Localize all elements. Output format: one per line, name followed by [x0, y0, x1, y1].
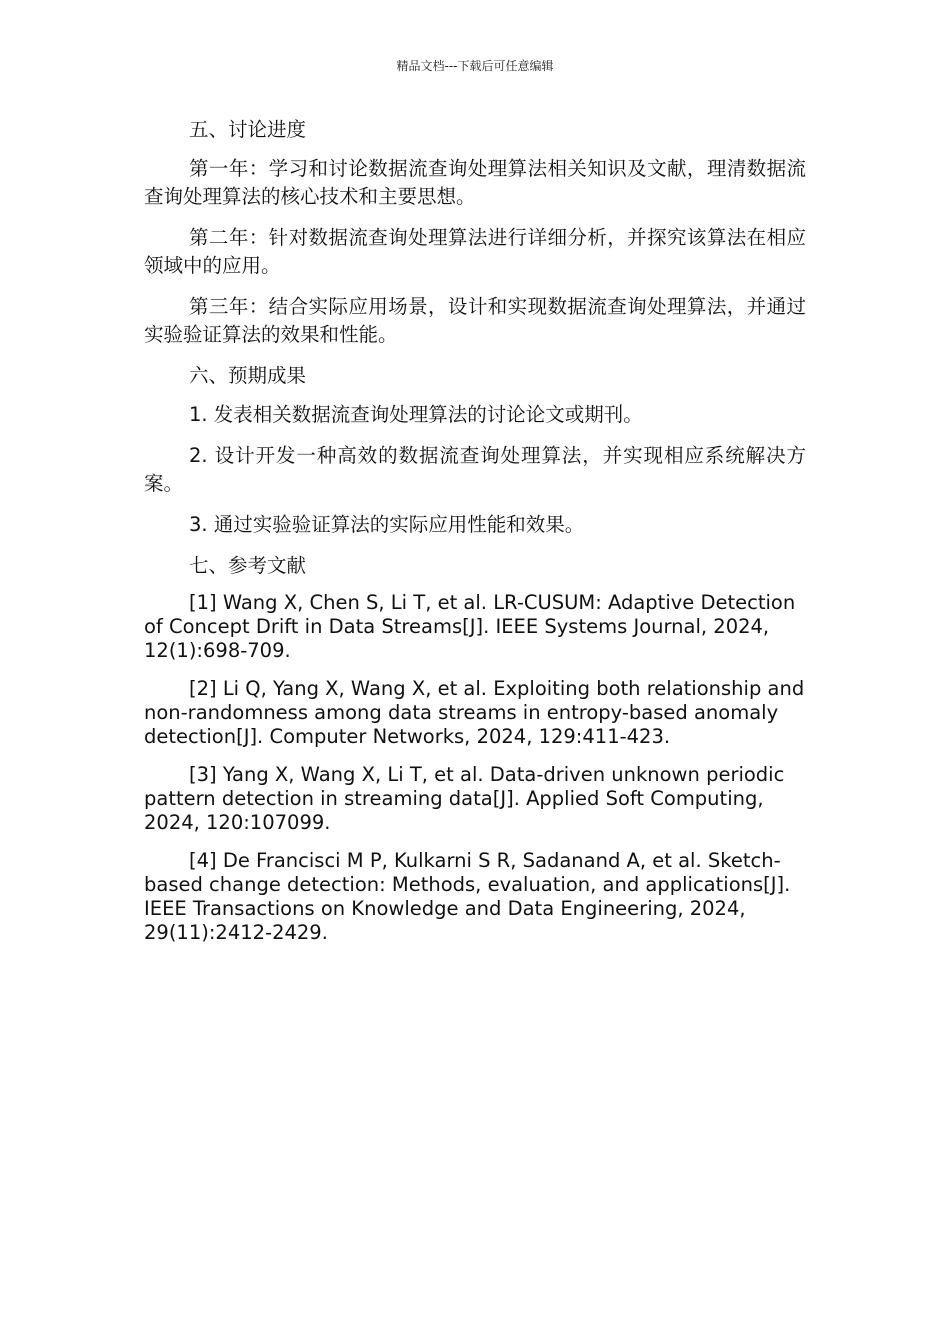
outcome-item-2: 2. 设计开发一种高效的数据流查询处理算法，并实现相应系统解决方案。 [144, 444, 806, 495]
outcome-item-1: 1. 发表相关数据流查询处理算法的讨论论文或期刊。 [189, 403, 643, 426]
reference-item: [3] Yang X, Wang X, Li T, et al. Data-driven unknown periodic pattern detection in streaming data[J]. Applied Soft Computing, 2024, 120:107099. [144, 763, 785, 834]
section-heading-schedule: 五、讨论进度 [189, 118, 307, 141]
reference-item: [1] Wang X, Chen S, Li T, et al. LR-CUSUM: Adaptive Detection of Concept Drift in Data Streams[J]. IEEE Systems Journal, 2024, 12(1):698-709. [144, 591, 796, 662]
schedule-year-1: 第一年：学习和讨论数据流查询处理算法相关知识及文献，理清数据流查询处理算法的核心技术和主要思想。 [144, 157, 806, 208]
schedule-year-3: 第三年：结合实际应用场景，设计和实现数据流查询处理算法，并通过实验验证算法的效果和性能。 [144, 295, 806, 346]
outcome-item-3: 3. 通过实验验证算法的实际应用性能和效果。 [189, 513, 585, 536]
section-heading-outcomes: 六、预期成果 [189, 364, 307, 387]
reference-item: [4] De Francisci M P, Kulkarni S R, Sadanand A, et al. Sketch-based change detection: Methods, evaluation, and applications[J]. IEEE Transactions on Knowledge and Data Engineering, 2024, 29(11):2412-2429. [144, 849, 791, 944]
schedule-year-2: 第二年：针对数据流查询处理算法进行详细分析，并探究该算法在相应领域中的应用。 [144, 226, 806, 277]
document-body [144, 116, 806, 959]
reference-item: [2] Li Q, Yang X, Wang X, et al. Exploiting both relationship and non-randomness among data streams in entropy-based anomaly detection[J]. Computer Networks, 2024, 129:411-423. [144, 677, 805, 748]
page-header: 精品文档---下载后可任意编辑 [396, 59, 554, 73]
section-heading-references: 七、参考文献 [189, 554, 307, 577]
